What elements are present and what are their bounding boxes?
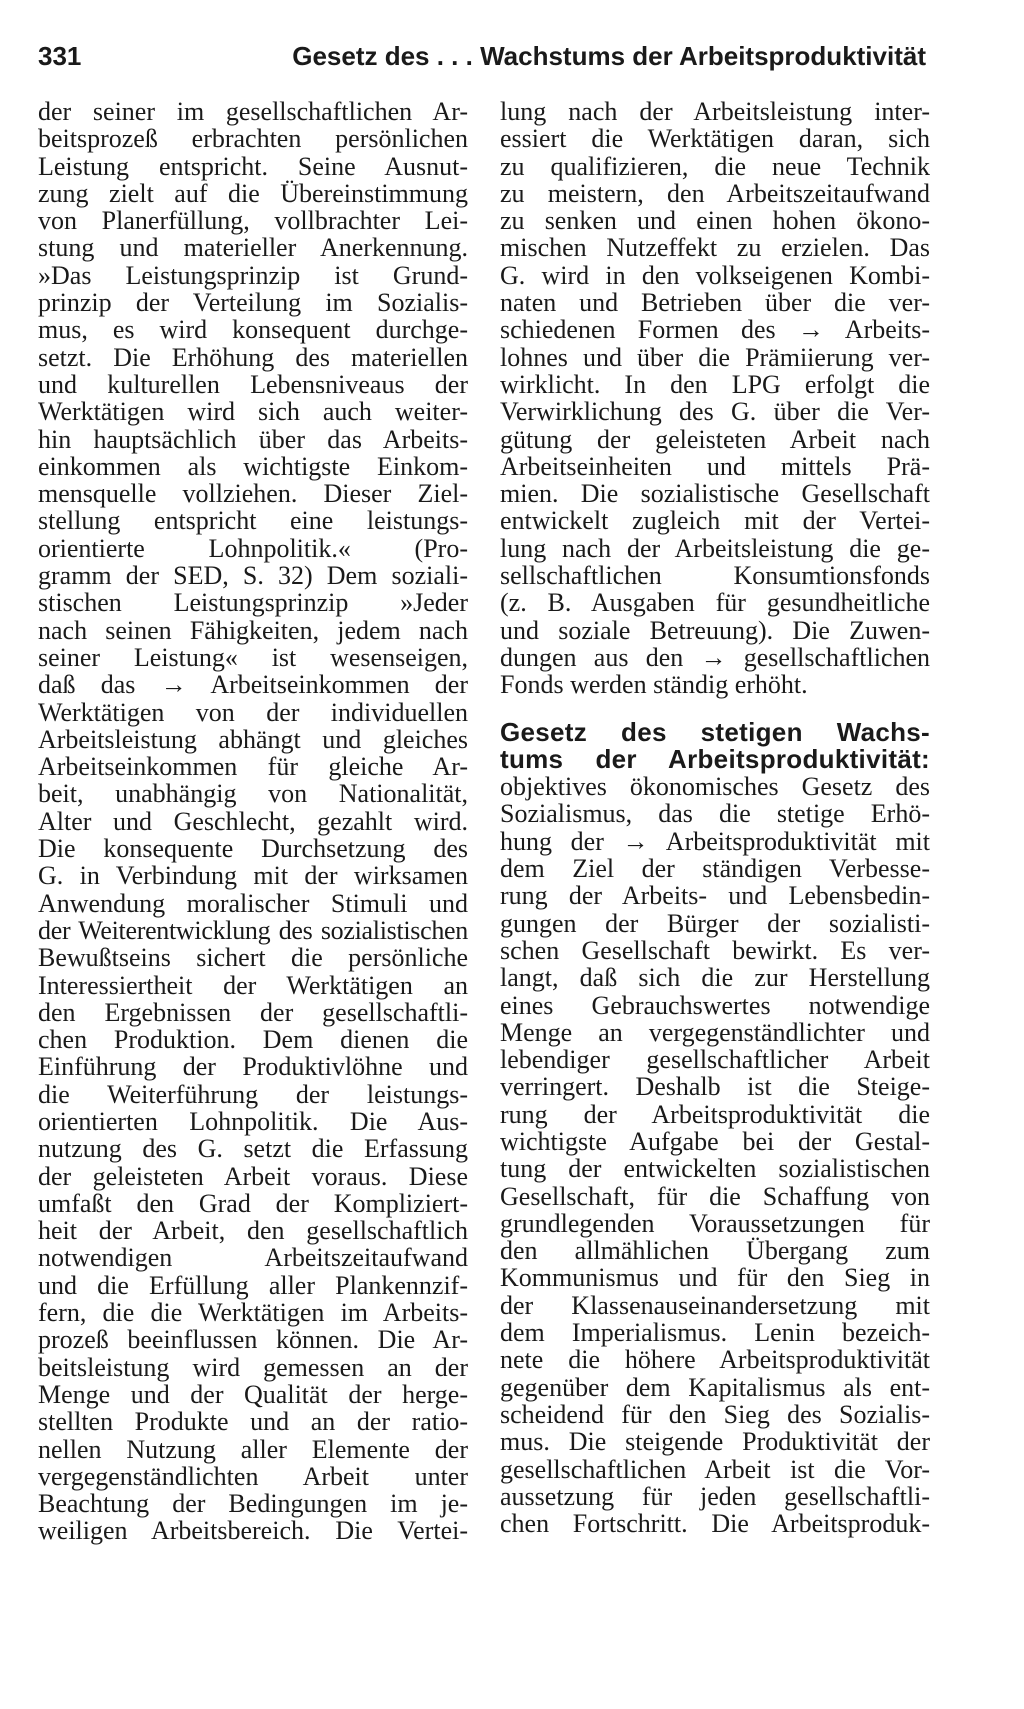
text-line: nete die höhere Arbeitsproduktivität <box>500 1345 930 1375</box>
text-line: nellen Nutzung aller Elemente der <box>38 1434 468 1464</box>
left-column <box>38 98 468 1545</box>
text-line: Interessiertheit der Werktätigen an <box>38 970 468 1000</box>
text-line: Beachtung der Bedingungen im je- <box>38 1489 468 1519</box>
text-line: Sozialismus, das die stetige Erhö- <box>500 799 930 829</box>
text-line: Arbeitseinkommen für gleiche Ar- <box>38 752 468 782</box>
text-line: »Das Leistungsprinzip ist Grund- <box>38 260 468 290</box>
text-line: schen Gesellschaft bewirkt. Es ver- <box>500 935 930 965</box>
text-line: Werktätigen von der individuellen <box>38 697 468 727</box>
text-line: (z. B. Ausgaben für gesundheitliche <box>500 588 930 618</box>
text-line: seiner Leistung« ist wesenseigen, <box>38 642 468 672</box>
text-line: naten und Betrieben über die ver- <box>500 288 930 318</box>
text-line: Bewußtseins sichert die persönliche <box>38 943 468 973</box>
text-line: heit der Arbeit, den gesellschaftlich <box>38 1216 468 1246</box>
text-line: wichtigste Aufgabe bei der Gestal- <box>500 1126 930 1156</box>
text-line: mus, es wird konsequent durchge- <box>38 315 468 345</box>
text-line: dungen aus den → gesellschaftlichen <box>500 642 930 672</box>
text-line: der seiner im gesellschaftlichen Ar- <box>38 97 468 126</box>
text-line: prinzip der Verteilung im Sozialis- <box>38 288 468 318</box>
entry-heading: Gesetz des stetigen Wachs- <box>500 716 930 747</box>
text-line: wirklicht. In den LPG erfolgt die <box>500 369 930 399</box>
text-line: Anwendung moralischer Stimuli und <box>38 888 468 918</box>
text-line: daß das → Arbeitseinkommen der <box>38 670 468 700</box>
text-line: Fonds werden ständig erhöht. <box>500 670 808 700</box>
text-line: von Planerfüllung, vollbrachter Lei- <box>38 206 468 236</box>
text-line: zung zielt auf die Übereinstimmung <box>38 178 468 208</box>
text-line: gramm der SED, S. 32) Dem soziali- <box>38 561 468 591</box>
text-line: Alter und Geschlecht, gezahlt wird. <box>38 806 468 836</box>
text-line: zu senken und einen hohen ökono- <box>500 206 930 236</box>
text-line: essiert die Werktätigen daran, sich <box>500 124 930 154</box>
text-line: Leistung entspricht. Seine Ausnut- <box>38 151 468 181</box>
text-line: der Klassenauseinandersetzung mit <box>500 1290 930 1320</box>
text-line: verringert. Deshalb ist die Steige- <box>500 1072 930 1102</box>
text-line: gesellschaftlichen Arbeit ist die Vor- <box>500 1454 930 1484</box>
text-line: schiedenen Formen des → Arbeits- <box>500 315 930 345</box>
text-line: rung der Arbeits- und Lebensbedin- <box>500 881 930 911</box>
text-line: zu meistern, den Arbeitszeitaufwand <box>500 178 930 208</box>
text-line: stellten Produkte und an der ratio- <box>38 1407 468 1437</box>
text-line: lohnes und über die Prämiierung ver- <box>500 342 930 372</box>
page-header <box>38 36 926 76</box>
text-line: Die konsequente Durchsetzung des <box>38 834 468 864</box>
entry-gap <box>500 699 930 719</box>
text-line: setzt. Die Erhöhung des materiellen <box>38 342 468 372</box>
text-line: chen Fortschritt. Die Arbeitsproduk- <box>500 1509 930 1539</box>
text-line: lung nach der Arbeitsleistung inter- <box>500 97 930 126</box>
text-line: notwendigen Arbeitszeitaufwand <box>38 1243 468 1273</box>
text-line: einkommen als wichtigste Einkom- <box>38 451 468 481</box>
text-line: dem Ziel der ständigen Verbesse- <box>500 854 930 884</box>
text-line: objektives ökonomisches Gesetz des <box>500 772 930 802</box>
text-line: und kulturellen Lebensniveaus der <box>38 369 468 399</box>
text-line: dem Imperialismus. Lenin bezeich- <box>500 1318 930 1348</box>
text-line: G. in Verbindung mit der wirksamen <box>38 861 468 891</box>
text-line: Einführung der Produktivlöhne und <box>38 1052 468 1082</box>
page-number: 331 <box>38 41 82 71</box>
text-line: lung nach der Arbeitsleistung die ge- <box>500 533 930 563</box>
text-line: zu qualifizieren, die neue Technik <box>500 151 930 181</box>
text-line: langt, daß sich die zur Herstellung <box>500 963 930 993</box>
text-line: der geleisteten Arbeit voraus. Diese <box>38 1161 468 1191</box>
text-line: hung der → Arbeitsproduktivität mit <box>500 826 930 856</box>
text-line: der Weiterentwicklung des sozialistischen <box>38 915 468 945</box>
text-line: eines Gebrauchswertes notwendige <box>500 990 930 1020</box>
text-line: den Ergebnissen der gesellschaftli- <box>38 997 468 1027</box>
text-line: stischen Leistungsprinzip »Jeder <box>38 588 468 618</box>
text-line: beit, unabhängig von Nationalität, <box>38 779 468 809</box>
text-line: beitsprozeß erbrachten persönlichen <box>38 124 468 154</box>
text-line: nutzung des G. setzt die Erfassung <box>38 1134 468 1164</box>
text-line: orientierten Lohnpolitik. Die Aus- <box>38 1106 468 1136</box>
text-line: scheidend für den Sieg des Sozialis- <box>500 1399 930 1429</box>
text-line: G. wird in den volkseigenen Kombi- <box>500 260 930 290</box>
text-line: chen Produktion. Dem dienen die <box>38 1025 468 1055</box>
text-line: vergegenständlichten Arbeit unter <box>38 1461 468 1491</box>
text-line: beitsleistung wird gemessen an der <box>38 1352 468 1382</box>
text-line: hin hauptsächlich über das Arbeits- <box>38 424 468 454</box>
text-line: orientierte Lohnpolitik.« (Pro- <box>38 533 468 563</box>
text-line: weiligen Arbeitsbereich. Die Vertei- <box>38 1516 468 1546</box>
text-line: mus. Die steigende Produktivität der <box>500 1427 930 1457</box>
text-line: Kommunismus und für den Sieg in <box>500 1263 930 1293</box>
text-line: umfaßt den Grad der Kompliziert- <box>38 1188 468 1218</box>
text-line: Gesellschaft, für die Schaffung von <box>500 1181 930 1211</box>
right-column <box>500 98 930 1537</box>
entry-heading: tums der Arbeitsproduktivität: <box>500 743 930 774</box>
text-line: grundlegenden Voraussetzungen für <box>500 1208 930 1238</box>
text-line: und die Erfüllung aller Plankennzif- <box>38 1270 468 1300</box>
text-line: sellschaftlichen Konsumtionsfonds <box>500 561 930 591</box>
text-line: gegenüber dem Kapitalismus als ent- <box>500 1372 930 1402</box>
text-line: Menge an vergegenständlichter und <box>500 1017 930 1047</box>
text-line: rung der Arbeitsproduktivität die <box>500 1099 930 1129</box>
running-head: Gesetz des . . . Wachstums der Arbeitsproduktivität <box>292 41 926 71</box>
text-line: die Weiterführung der leistungs- <box>38 1079 468 1109</box>
text-line: Werktätigen wird sich auch weiter- <box>38 397 468 427</box>
text-line: und soziale Betreuung). Die Zuwen- <box>500 615 930 645</box>
text-line: lebendiger gesellschaftlicher Arbeit <box>500 1045 930 1075</box>
text-line: mensquelle vollziehen. Dieser Ziel- <box>38 479 468 509</box>
text-line: entwickelt zugleich mit der Vertei- <box>500 506 930 536</box>
text-line: prozeß beeinflussen können. Die Ar- <box>38 1325 468 1355</box>
text-line: aussetzung für jeden gesellschaftli- <box>500 1481 930 1511</box>
text-line: nach seinen Fähigkeiten, jedem nach <box>38 615 468 645</box>
text-line: fern, die die Werktätigen im Arbeits- <box>38 1298 468 1328</box>
text-line: mischen Nutzeffekt zu erzielen. Das <box>500 233 930 263</box>
text-line: Menge und der Qualität der herge- <box>38 1379 468 1409</box>
text-line: gungen der Bürger der sozialisti- <box>500 908 930 938</box>
text-line: gütung der geleisteten Arbeit nach <box>500 424 930 454</box>
text-line: Arbeitsleistung abhängt und gleiches <box>38 724 468 754</box>
text-line: den allmählichen Übergang zum <box>500 1236 930 1266</box>
text-line: stung und materieller Anerkennung. <box>38 233 468 263</box>
text-line: Verwirklichung des G. über die Ver- <box>500 397 930 427</box>
text-line: Arbeitseinheiten und mittels Prä- <box>500 451 930 481</box>
text-line: tung der entwickelten sozialistischen <box>500 1154 930 1184</box>
text-line: mien. Die sozialistische Gesellschaft <box>500 479 930 509</box>
text-line: stellung entspricht eine leistungs- <box>38 506 468 536</box>
